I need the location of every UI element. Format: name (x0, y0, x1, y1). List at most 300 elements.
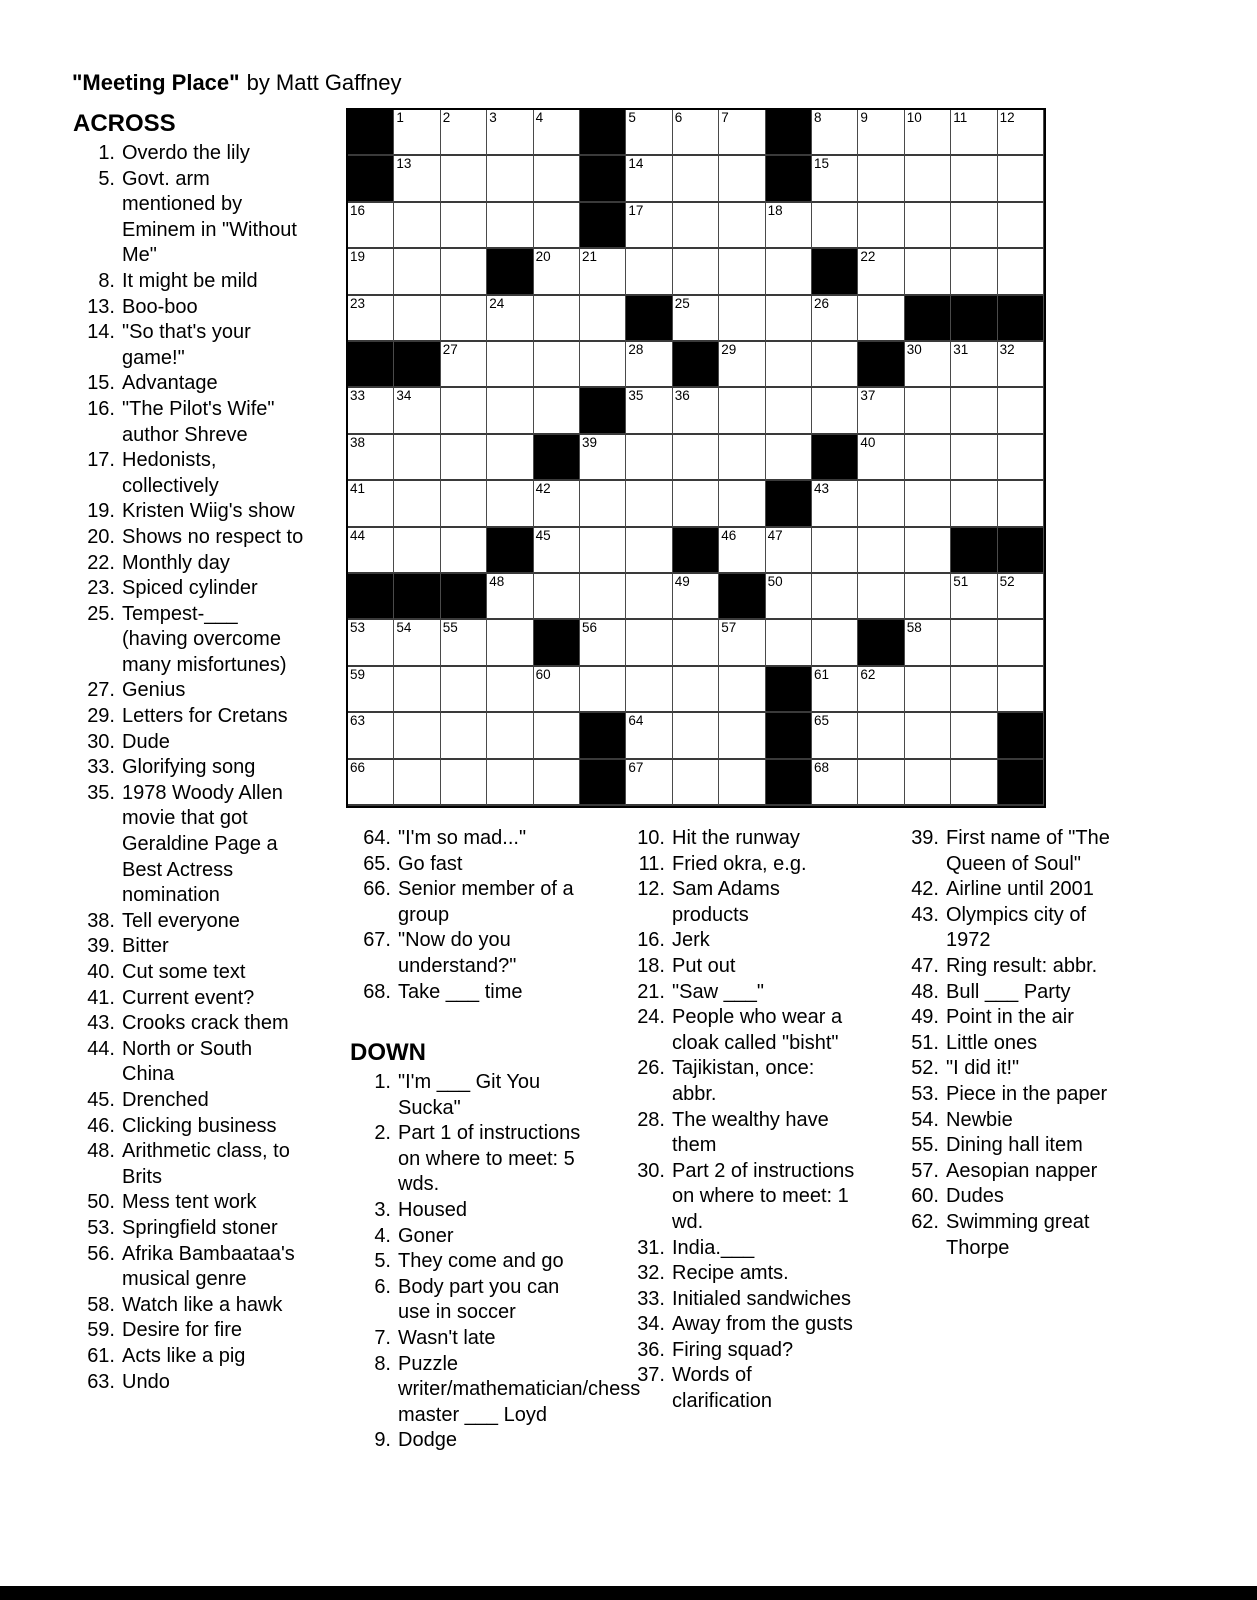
grid-cell (858, 481, 904, 527)
grid-cell (394, 620, 440, 666)
grid-cell (998, 249, 1044, 295)
grid-cell (626, 435, 672, 481)
clue-item (635, 1363, 862, 1414)
grid-cell (487, 156, 533, 202)
clue-item (361, 1275, 588, 1326)
clue-text: Airline until 2001 (946, 878, 1094, 901)
clue-item (85, 448, 306, 499)
cell-number: 28 (628, 342, 644, 357)
clue-item (361, 980, 588, 1006)
grid-cell (673, 296, 719, 342)
clue-number: 59. (87, 1319, 115, 1342)
grid-cell-black (580, 760, 626, 806)
clue-text: The wealthy have them (672, 1108, 829, 1157)
clue-text: Go fast (398, 852, 463, 875)
clue-number: 29. (87, 705, 115, 728)
clue-number: 6. (374, 1275, 391, 1298)
grid-cell-black (812, 435, 858, 481)
clue-number: 1. (98, 142, 115, 164)
grid-cell (812, 203, 858, 249)
clue-item (85, 602, 306, 679)
puzzle-title (72, 70, 401, 96)
grid-cell-black (348, 574, 394, 620)
grid-cell-black (580, 110, 626, 156)
grid-cell-black (487, 528, 533, 574)
grid-cell (766, 574, 812, 620)
grid-cell (858, 203, 904, 249)
clue-text: Overdo the lily (122, 142, 250, 164)
clue-item (85, 371, 306, 397)
grid-cell (626, 760, 672, 806)
cell-number: 54 (396, 620, 412, 636)
cell-number: 18 (767, 202, 783, 218)
grid-cell (951, 110, 997, 156)
cell-number: 48 (489, 574, 505, 589)
clue-text: "Saw ___" (672, 980, 765, 1003)
grid-cell (812, 388, 858, 434)
clue-number: 8. (98, 269, 115, 292)
clue-number: 5. (98, 167, 115, 190)
grid-cell (951, 481, 997, 527)
grid-cell-black (766, 481, 812, 527)
clue-text: Desire for fire (122, 1319, 243, 1342)
grid-cell (394, 528, 440, 574)
clue-item (909, 1184, 1131, 1210)
cell-number: 61 (814, 666, 830, 682)
clue-text: India.___ (672, 1236, 755, 1259)
clue-item (635, 1005, 862, 1056)
clue-item (85, 1011, 306, 1037)
grid-cell (858, 249, 904, 295)
clue-item (635, 980, 862, 1006)
clue-text: "I'm ___ Git You Sucka" (398, 1071, 541, 1119)
grid-cell (441, 388, 487, 434)
clue-text: Tajikistan, once: abbr. (672, 1057, 815, 1105)
clue-text: Bull ___ Party (946, 980, 1071, 1003)
cell-number: 35 (628, 388, 644, 404)
grid-cell (441, 342, 487, 388)
grid-cell (348, 528, 394, 574)
grid-cell (719, 620, 765, 666)
grid-cell-black (998, 296, 1044, 342)
clue-number: 54. (911, 1108, 939, 1131)
cell-number: 45 (535, 527, 551, 543)
clue-number: 55. (911, 1134, 939, 1157)
grid-cell (719, 203, 765, 249)
grid-cell (858, 435, 904, 481)
grid-cell (673, 249, 719, 295)
grid-cell (441, 760, 487, 806)
grid-cell (766, 296, 812, 342)
clue-number: 25. (87, 602, 115, 625)
grid-cell (626, 620, 672, 666)
cell-number: 38 (350, 434, 366, 450)
clue-number: 38. (87, 909, 115, 932)
grid-cell (534, 388, 580, 434)
cell-number: 9 (860, 110, 868, 125)
clue-item (85, 397, 306, 448)
grid-cell (487, 713, 533, 759)
grid-cell (673, 110, 719, 156)
clue-text: Acts like a pig (122, 1344, 246, 1367)
clue-text: "I did it!" (946, 1057, 1020, 1080)
grid-cell (441, 296, 487, 342)
clue-number: 7. (374, 1326, 391, 1349)
clue-item (85, 934, 306, 960)
clue-text: Springfield stoner (122, 1216, 278, 1239)
clue-item (361, 1326, 588, 1352)
grid-cell-black (626, 296, 672, 342)
clue-item (85, 1088, 306, 1114)
clue-text: Advantage (122, 372, 218, 395)
grid-cell (580, 620, 626, 666)
clue-number: 43. (911, 903, 939, 926)
cell-number: 62 (860, 666, 876, 682)
clue-text: Glorifying song (122, 756, 256, 779)
grid-cell-black (348, 342, 394, 388)
clue-text: Sam Adams products (672, 878, 780, 926)
clue-item (85, 909, 306, 935)
grid-cell-black (534, 435, 580, 481)
clue-text: Jerk (672, 929, 710, 952)
cell-number: 29 (721, 342, 737, 357)
clue-item (635, 1159, 862, 1236)
grid-cell-black (580, 203, 626, 249)
grid-cell (719, 481, 765, 527)
clue-item (85, 678, 306, 704)
grid-cell-black (905, 296, 951, 342)
grid-cell (951, 620, 997, 666)
grid-cell (394, 203, 440, 249)
cell-number: 50 (767, 574, 783, 589)
grid-cell (626, 156, 672, 202)
grid-cell (812, 713, 858, 759)
grid-cell (858, 110, 904, 156)
clue-item (909, 1005, 1131, 1031)
clue-item (909, 1210, 1131, 1261)
clue-text: Point in the air (946, 1006, 1074, 1029)
clue-item (635, 852, 862, 878)
clue-item (635, 1056, 862, 1107)
clue-item (361, 1070, 588, 1121)
clue-number: 8. (374, 1352, 391, 1375)
clue-item (909, 1031, 1131, 1057)
clue-item (361, 928, 588, 979)
clue-text: Drenched (122, 1088, 209, 1111)
cell-number: 10 (906, 110, 922, 125)
clue-item (909, 980, 1131, 1006)
grid-cell (626, 388, 672, 434)
grid-cell (487, 667, 533, 713)
grid-cell (858, 574, 904, 620)
grid-cell (766, 249, 812, 295)
cell-number: 67 (628, 759, 644, 775)
grid-cell-black (580, 156, 626, 202)
clue-text: Monthly day (122, 551, 230, 574)
grid-cell (534, 156, 580, 202)
clue-item (85, 960, 306, 986)
grid-cell (766, 342, 812, 388)
cell-number: 63 (350, 713, 366, 729)
cell-number: 58 (906, 620, 922, 636)
clue-text: They come and go (398, 1250, 564, 1273)
grid-cell (998, 342, 1044, 388)
grid-cell (951, 388, 997, 434)
grid-cell (441, 435, 487, 481)
grid-cell (951, 760, 997, 806)
clue-item (85, 986, 306, 1012)
clue-number: 63. (87, 1370, 115, 1393)
clue-number: 47. (911, 954, 939, 977)
clue-text: Newbie (946, 1108, 1013, 1131)
grid-cell (394, 110, 440, 156)
clue-number: 49. (911, 1006, 939, 1029)
cell-number: 3 (489, 110, 497, 125)
cell-number: 52 (999, 574, 1015, 589)
clue-text: Current event? (122, 986, 255, 1009)
clue-text: Piece in the paper (946, 1082, 1108, 1105)
clue-number: 19. (87, 500, 115, 523)
grid-cell (858, 713, 904, 759)
grid-cell-black (951, 528, 997, 574)
clue-text: Arithmetic class, to Brits (122, 1140, 290, 1188)
clue-number: 42. (911, 878, 939, 901)
grid-cell (858, 667, 904, 713)
clue-number: 39. (911, 827, 939, 849)
clue-number: 13. (87, 295, 115, 318)
grid-cell (626, 249, 672, 295)
clue-number: 35. (87, 781, 115, 804)
grid-cell (348, 249, 394, 295)
clue-text: First name of "The Queen of Soul" (946, 827, 1110, 875)
cell-number: 66 (350, 759, 366, 775)
cell-number: 15 (814, 156, 830, 172)
clue-text: Crooks crack them (122, 1012, 289, 1035)
cell-number: 6 (674, 110, 683, 125)
clue-number: 12. (637, 878, 665, 901)
grid-cell-black (766, 713, 812, 759)
clue-text: "So that's your game!" (122, 321, 251, 369)
cell-number: 36 (674, 388, 690, 404)
grid-cell (626, 342, 672, 388)
cell-number: 39 (582, 434, 598, 450)
clue-item (85, 1114, 306, 1140)
clue-number: 36. (637, 1338, 665, 1361)
cell-number: 14 (628, 156, 644, 172)
cell-number: 65 (814, 713, 830, 729)
grid-cell (348, 620, 394, 666)
clue-item (909, 1159, 1131, 1185)
clue-text: "The Pilot's Wife" author Shreve (122, 397, 275, 446)
clue-number: 33. (87, 756, 115, 779)
clue-number: 50. (87, 1191, 115, 1214)
clue-number: 5. (374, 1250, 391, 1273)
grid-cell (534, 296, 580, 342)
grid-cell (534, 342, 580, 388)
cell-number: 43 (814, 481, 830, 497)
grid-cell (951, 342, 997, 388)
clue-text: Ring result: abbr. (946, 954, 1098, 977)
clue-number: 64. (363, 827, 391, 849)
clue-number: 33. (637, 1287, 665, 1310)
clue-number: 44. (87, 1037, 115, 1060)
cell-number: 19 (350, 249, 366, 265)
cell-number: 46 (721, 527, 737, 543)
grid-cell (626, 667, 672, 713)
grid-cell (394, 388, 440, 434)
clue-item (85, 1242, 306, 1293)
clue-item (909, 1082, 1131, 1108)
grid-cell (348, 713, 394, 759)
clue-text: Tell everyone (122, 909, 240, 932)
cell-number: 16 (350, 202, 366, 218)
grid-cell (812, 481, 858, 527)
grid-cell (905, 435, 951, 481)
clue-text: Watch like a hawk (122, 1293, 283, 1316)
clue-item (635, 928, 862, 954)
grid-cell (580, 574, 626, 620)
grid-cell (487, 296, 533, 342)
clue-text: Shows no respect to (122, 525, 304, 548)
grid-cell (626, 528, 672, 574)
cell-number: 7 (721, 110, 729, 125)
clue-text: Kristen Wiig's show (122, 500, 295, 523)
grid-cell (673, 713, 719, 759)
clue-number: 27. (87, 679, 115, 702)
clue-number: 16. (637, 929, 665, 952)
clue-item (635, 1261, 862, 1287)
grid-cell (441, 620, 487, 666)
grid-cell (812, 760, 858, 806)
grid-cell (348, 481, 394, 527)
clue-text: "I'm so mad..." (398, 827, 527, 849)
clue-number: 57. (911, 1159, 939, 1182)
grid-cell (626, 203, 672, 249)
clue-text: Dudes (946, 1185, 1004, 1208)
grid-cell (673, 574, 719, 620)
clue-text: Aesopian napper (946, 1159, 1098, 1182)
clue-item (909, 877, 1131, 903)
grid-cell (348, 203, 394, 249)
grid-cell (905, 760, 951, 806)
grid-cell-black (998, 760, 1044, 806)
grid-cell (858, 528, 904, 574)
grid-cell (812, 574, 858, 620)
grid-cell (487, 388, 533, 434)
clue-number: 65. (363, 852, 391, 875)
clue-item (85, 1216, 306, 1242)
clue-number: 22. (87, 551, 115, 574)
clue-number: 52. (911, 1057, 939, 1080)
clue-text: Away from the gusts (672, 1313, 853, 1336)
cell-number: 31 (953, 342, 969, 357)
clue-text: Boo-boo (122, 295, 198, 318)
clue-number: 34. (637, 1313, 665, 1336)
down-clues-list-col3 (909, 826, 1131, 1261)
grid-cell (673, 203, 719, 249)
cell-number: 34 (396, 388, 412, 404)
clue-text: Put out (672, 954, 736, 977)
clue-number: 18. (637, 954, 665, 977)
clue-item (85, 1037, 306, 1088)
grid-cell (580, 435, 626, 481)
cell-number: 47 (767, 527, 783, 543)
grid-cell (858, 760, 904, 806)
grid-cell (905, 342, 951, 388)
grid-cell (951, 203, 997, 249)
clue-item (361, 1352, 641, 1429)
clue-number: 3. (374, 1198, 391, 1221)
clue-item (85, 755, 306, 781)
clue-number: 58. (87, 1293, 115, 1316)
grid-cell (348, 296, 394, 342)
grid-cell (441, 110, 487, 156)
grid-cell (487, 620, 533, 666)
clue-text: Letters for Cretans (122, 705, 288, 728)
grid-cell (719, 110, 765, 156)
clue-item (361, 1249, 588, 1275)
grid-cell (394, 435, 440, 481)
grid-cell (534, 110, 580, 156)
clue-number: 66. (363, 878, 391, 901)
cell-number: 8 (814, 110, 822, 125)
clue-item (361, 826, 588, 852)
grid-cell-black (998, 528, 1044, 574)
clue-number: 40. (87, 961, 115, 983)
grid-cell-black (348, 110, 394, 156)
grid-cell (348, 760, 394, 806)
grid-cell (580, 296, 626, 342)
cell-number: 17 (628, 202, 644, 218)
clue-text: Hit the runway (672, 827, 800, 849)
grid-cell (487, 760, 533, 806)
clue-item (635, 1312, 862, 1338)
grid-cell (719, 760, 765, 806)
clue-item (85, 320, 306, 371)
cell-number: 4 (535, 110, 544, 125)
grid-cell (766, 620, 812, 666)
clue-item (909, 1108, 1131, 1134)
grid-cell (905, 667, 951, 713)
clue-text: Tempest-___ (having overcome many misfortunes) (122, 602, 287, 676)
grid-cell-black (812, 249, 858, 295)
grid-cell (394, 481, 440, 527)
grid-cell (441, 156, 487, 202)
grid-cell-black (348, 156, 394, 202)
cell-number: 55 (442, 620, 458, 636)
clue-text: People who wear a cloak called "bisht" (672, 1006, 843, 1054)
grid-cell (626, 110, 672, 156)
grid-cell (812, 296, 858, 342)
grid-cell (858, 388, 904, 434)
grid-cell (905, 713, 951, 759)
grid-cell (673, 667, 719, 713)
grid-cell (858, 296, 904, 342)
cell-number: 49 (674, 574, 690, 589)
clue-text: Swimming great Thorpe (946, 1210, 1090, 1259)
clue-number: 61. (87, 1344, 115, 1367)
grid-cell (441, 481, 487, 527)
clue-item (635, 1108, 862, 1159)
clue-item (361, 1198, 588, 1224)
cell-number: 24 (489, 295, 505, 311)
clue-item (85, 576, 306, 602)
clue-number: 48. (911, 980, 939, 1003)
clue-text: Govt. arm mentioned by Eminem in "Without Me" (122, 167, 297, 267)
clue-text: Housed (398, 1198, 467, 1221)
cell-number: 21 (582, 249, 598, 265)
clue-number: 2. (374, 1122, 391, 1145)
